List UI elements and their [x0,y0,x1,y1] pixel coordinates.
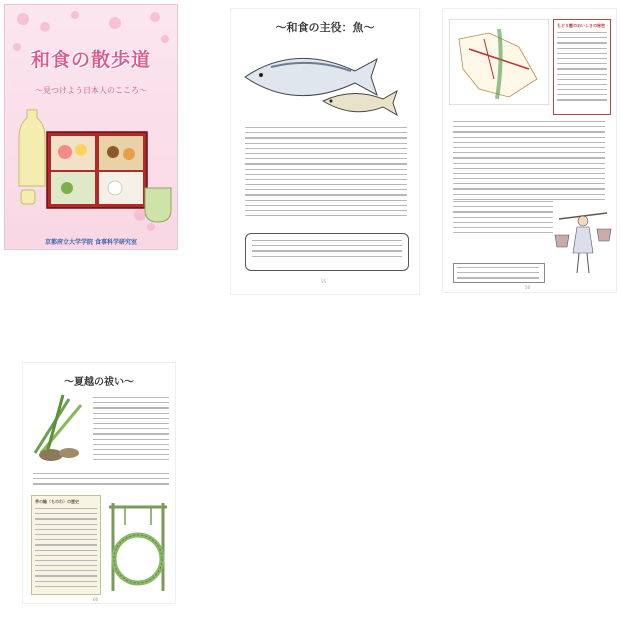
cover-subtitle: ～見つけよう日本人のこころ～ [35,86,147,95]
map-body-text [453,121,605,204]
cover-publisher: 京都府立大学学院 食事科学研究室 [44,239,138,246]
bento-illustration [5,100,179,240]
chinowa-ring-illustration [105,495,171,595]
summer-info-box [31,495,101,595]
summer-page-number: 66 [93,597,99,602]
fish-page-number: 55 [321,279,327,284]
fish-seller-illustration [553,199,613,279]
map-info-box-title: もどり鰹のおいしさの秘密 [557,23,605,28]
fish-page-heading: ～和食の主役：魚～ [275,21,375,34]
fish-body-text [245,127,407,220]
grass-clam-illustration [29,393,89,463]
summer-body-text-2 [33,473,169,489]
fish-note-box [245,233,409,271]
fish-page [230,8,420,295]
map-note-box [453,263,545,283]
summer-page [22,362,176,604]
fish-illustration [231,37,421,127]
map-page [442,8,617,293]
route-map [449,19,549,105]
summer-info-box-title: 茅の輪（ちのわ）の歴史 [35,499,79,504]
map-page-number: 56 [525,285,531,290]
summer-body-text [93,397,169,464]
map-body-text-2 [453,201,553,237]
cover-page [4,4,178,250]
cover-title: 和食の散歩道 [30,49,151,71]
summer-page-heading: ～夏越の祓い～ [64,377,134,388]
map-info-box [553,19,611,115]
